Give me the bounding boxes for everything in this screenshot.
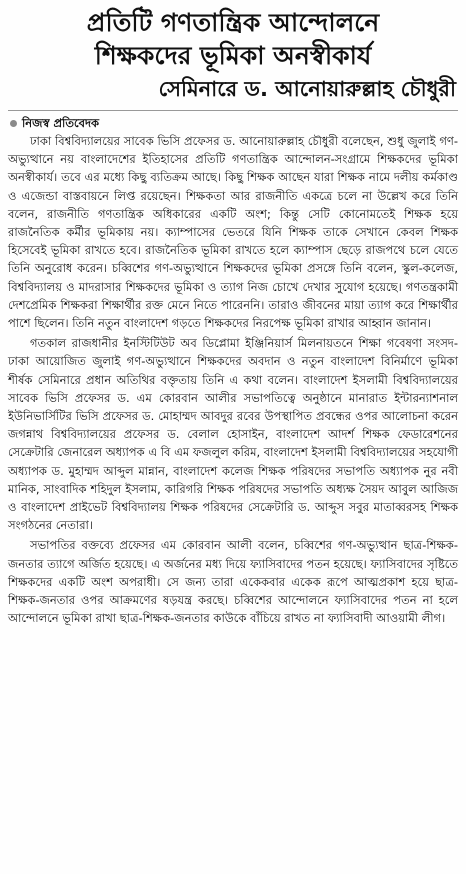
- subheadline: সেমিনারে ড. আনোয়ারুল্লাহ চৌধুরী: [158, 77, 456, 101]
- byline: [8, 115, 458, 132]
- article-paragraph: সভাপতির বক্তব্যে প্রফেসর এম কোরবান আলী বলেন, চব্বিশের গণ-অভ্যুত্থান ছাত্র-শিক্ষক-জনতার ত্যাগে অর্জিত হয়েছে। এ অর্জনের মধ্য দিয়ে ফ্যাসিবাদের পতন হয়েছে। ফ্যাসিবাদের সৃষ্টিতে শিক্ষকদের একটি অংশ অপরাধী। সে জন্য তারা একেকবার একেক রূপে আত্মপ্রকাশ হয়ে ছাত্র-শিক্ষক-জনতার ওপর আক্রমণের ষড়যন্ত্র করছে। চব্বিশের আন্দোলনে ফ্যাসিবাদের পতন না হলে আন্দোলনে ভূমিকা রাখা ছাত্র-শিক্ষক-জনতার কাউকে বাঁচিয়ে রাখত না ফ্যাসিবাদী আওয়ামী লীগ।: [8, 538, 458, 626]
- headline-line-1: প্রতিটি গণতান্ত্রিক আন্দোলনে: [86, 8, 380, 37]
- article-body: [8, 132, 458, 627]
- headline-line-2: শিক্ষকদের ভূমিকা অনস্বীকার্য: [94, 41, 372, 70]
- bullet-icon: [10, 120, 17, 127]
- divider: [8, 110, 458, 111]
- article-paragraph: ঢাকা বিশ্ববিদ্যালয়ের সাবেক ভিসি প্রফেসর ড. আনোয়ারুল্লাহ চৌধুরী বলেছেন, শুধু জুলাই গণ-অভ্যুত্থানে নয় বাংলাদেশের ইতিহাসের প্রতিটি গণতান্ত্রিক আন্দোলন-সংগ্রামে শিক্ষকদের ভূমিকা অনস্বীকার্য। তবে এর মধ্যে কিছু ব্যতিক্রম আছে। কিছু শিক্ষক আছেন যারা শিক্ষক নামে দলীয় কর্মকাণ্ড ও এজেন্ডা বাস্তবায়নে লিপ্ত রয়েছেন। শিক্ষকতা আর রাজনীতি একত্রে চলে না উল্লেখ করে তিনি বলেন, রাজনীতি গণতান্ত্রিক অধিকারের একটি অংশ; কিন্তু সেটি কোনোমতেই শিক্ষক হয়ে রাজনৈতিক কর্মীর ভূমিকায় নয়। ক্যাম্পাসের ভেতরে যিনি শিক্ষক তাকে সেখানে কেবল শিক্ষক হিসেবেই ভূমিকা রাখতে হবে। রাজনৈতিক ভূমিকা রাখতে হলে ক্যাম্পাস ছেড়ে রাজপথে চলে যেতে তিনি অনুরোধ করেন। চব্বিশের গণ-অভ্যুত্থানে শিক্ষকদের ভূমিকা প্রসঙ্গে তিনি বলেন, স্কুল-কলেজ, বিশ্ববিদ্যালয় ও মাদরাসার শিক্ষকদের ভূমিকা ও ত্যাগ নিজ চোখে দেখার সুযোগ হয়েছে। গণতন্ত্রকামী দেশপ্রেমিক শিক্ষকরা শিক্ষার্থীর রক্ত মেনে নিতে পারেননি। তারাও জীবনের মায়া ত্যাগ করে শিক্ষার্থীর পাশে ছিলেন। তিনি নতুন বাংলাদেশ গড়তে শিক্ষকদের নিরপেক্ষ ভূমিকা রাখার আহ্বান জানান।: [8, 134, 458, 331]
- byline-text: নিজস্ব প্রতিবেদক: [22, 116, 100, 130]
- article-paragraph: গতকাল রাজধানীর ইনস্টিটিউট অব ডিপ্লোমা ইঞ্জিনিয়ার্স মিলনায়তনে শিক্ষা গবেষণা সংসদ-ঢাকা আয়োজিত জুলাই গণ-অভ্যুত্থানে শিক্ষকদের অবদান ও নতুন বাংলাদেশ বিনির্মাণে ভূমিকা শীর্ষক সেমিনারে প্রধান অতিথির বক্তৃতায় তিনি এ কথা বলেন। বাংলাদেশ ইসলামী বিশ্ববিদ্যালয়ের সাবেক ভিসি প্রফেসর ড. এম কোরবান আলীর সভাপতিত্বে অনুষ্ঠানে মানারাত ইন্টারন্যাশনাল ইউনিভার্সিটির ভিসি প্রফেসর ড. মোহাম্মদ আবদুর রবের উপস্থাপিত প্রবন্ধের ওপর আলোচনা করেন জগন্নাথ বিশ্ববিদ্যালয়ের প্রফেসর ড. বেলাল হোসাইন, বাংলাদেশ আদর্শ শিক্ষক ফেডারেশনের সেক্রেটারি জেনারেল অধ্যাপক এ বি এম ফজলুল করিম, বাংলাদেশ ইসলামী বিশ্ববিদ্যালয়ের সহযোগী অধ্যাপক ড. মুহাম্মদ আব্দুল মান্নান, বাংলাদেশ কলেজ শিক্ষক পরিষদের সভাপতি অধ্যাপক নুর নবী মানিক, সাংবাদিক শহিদুল ইসলাম, কারিগরি শিক্ষক পরিষদের সভাপতি অধ্যক্ষ সৈয়দ আবুল আজিজ ও বাংলাদেশ প্রাইভেট বিশ্ববিদ্যালয় শিক্ষক পরিষদের সেক্রেটারি ড. আব্দুস সবুর মাতাব্বরসহ শিক্ষক সংগঠনের নেতারা।: [8, 336, 458, 533]
